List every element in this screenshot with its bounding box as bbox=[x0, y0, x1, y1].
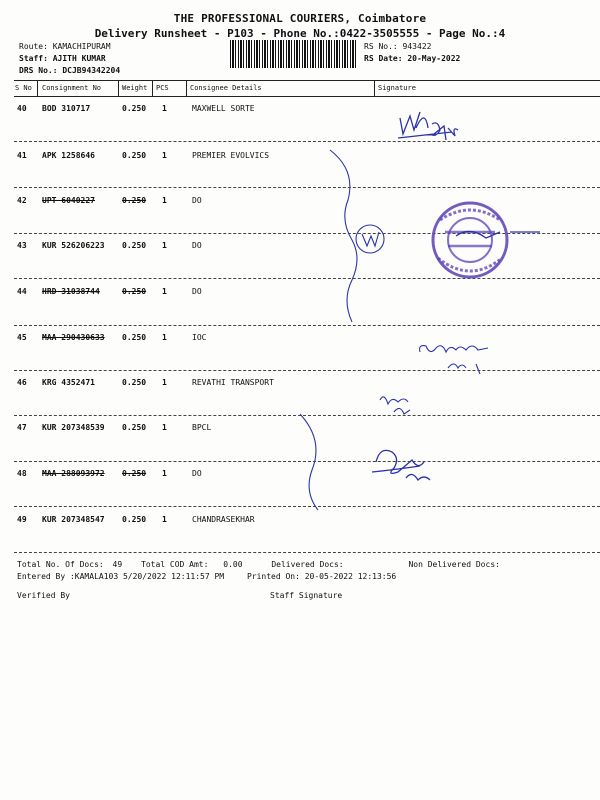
row-sno: 42 bbox=[17, 196, 27, 205]
row-consignment: KUR 207348547 bbox=[42, 515, 105, 524]
row-sno: 47 bbox=[17, 423, 27, 432]
row-consignment: KUR 526206223 bbox=[42, 241, 105, 250]
col-pcs: PCS bbox=[156, 84, 169, 92]
drs-label: DRS No.: bbox=[19, 66, 58, 75]
col-consignment: Consignment No bbox=[42, 84, 102, 92]
printed-on: Printed On: 20-05-2022 12:13:56 bbox=[246, 572, 397, 581]
rs-no-value: 943422 bbox=[402, 42, 432, 51]
row-sno: 49 bbox=[17, 515, 27, 524]
row-consignment: APK 1258646 bbox=[42, 151, 95, 160]
row-consignment: BOD 310717 bbox=[42, 104, 91, 113]
row-weight: 0.250 bbox=[122, 287, 147, 296]
row-consignee: DO bbox=[192, 196, 202, 205]
row-weight: 0.250 bbox=[122, 241, 147, 250]
non-delivered-label: Non Delivered Docs: bbox=[408, 560, 500, 569]
row-consignment: MAA 288093972 bbox=[42, 469, 105, 478]
row-sno: 43 bbox=[17, 241, 27, 250]
total-cod-label: Total COD Amt: bbox=[141, 560, 209, 569]
route-value: KAMACHIPURAM bbox=[52, 42, 111, 51]
row-pcs: 1 bbox=[162, 241, 167, 250]
row-consignee: REVATHI TRANSPORT bbox=[192, 378, 274, 387]
signature-row-46 bbox=[380, 397, 410, 414]
total-cod-value: 0.00 bbox=[223, 560, 243, 569]
row-pcs: 1 bbox=[162, 469, 167, 478]
ink-line-lower bbox=[300, 414, 318, 510]
entered-by: Entered By :KAMALA103 5/20/2022 12:11:57 PM bbox=[17, 572, 225, 581]
row-pcs: 1 bbox=[162, 378, 167, 387]
row-consignee: DO bbox=[192, 287, 202, 296]
rs-no-label: RS No.: bbox=[364, 42, 398, 51]
staff-label: Staff: bbox=[19, 54, 48, 63]
delivered-label: Delivered Docs: bbox=[271, 560, 344, 569]
col-consignee: Consignee Details bbox=[190, 84, 262, 92]
staff-value: AJITH KUMAR bbox=[52, 54, 106, 63]
circled-initial-mark bbox=[362, 232, 379, 246]
signature-row-40 bbox=[398, 112, 458, 140]
row-consignment: HRD 31038744 bbox=[42, 287, 100, 296]
row-pcs: 1 bbox=[162, 196, 167, 205]
row-weight: 0.250 bbox=[122, 469, 147, 478]
signature-row-45 bbox=[420, 346, 488, 374]
ink-line-upper bbox=[330, 150, 357, 322]
row-pcs: 1 bbox=[162, 515, 167, 524]
staff-signature-label: Staff Signature bbox=[270, 591, 343, 600]
row-sno: 41 bbox=[17, 151, 27, 160]
row-pcs: 1 bbox=[162, 104, 167, 113]
row-pcs: 1 bbox=[162, 333, 167, 342]
row-sno: 48 bbox=[17, 469, 27, 478]
row-sno: 44 bbox=[17, 287, 27, 296]
row-consignment: MAA 290430633 bbox=[42, 333, 105, 342]
row-weight: 0.250 bbox=[122, 515, 147, 524]
rs-date-label: RS Date: bbox=[364, 54, 403, 63]
col-weight: Weight bbox=[122, 84, 148, 92]
row-weight: 0.250 bbox=[122, 196, 147, 205]
row-sno: 45 bbox=[17, 333, 27, 342]
total-docs-label: Total No. Of Docs: bbox=[17, 560, 104, 569]
signature-row-48 bbox=[372, 450, 430, 480]
company-stamp bbox=[433, 203, 540, 277]
row-pcs: 1 bbox=[162, 287, 167, 296]
row-sno: 46 bbox=[17, 378, 27, 387]
row-consignee: BPCL bbox=[192, 423, 212, 432]
row-consignment: KRG 4352471 bbox=[42, 378, 95, 387]
row-weight: 0.250 bbox=[122, 104, 147, 113]
runsheet-title: Delivery Runsheet - P103 - Phone No.:0422-3505555 - Page No.:4 bbox=[94, 27, 506, 40]
row-consignee: MAXWELL SORTE bbox=[192, 104, 255, 113]
row-consignee: DO bbox=[192, 241, 202, 250]
row-sno: 40 bbox=[17, 104, 27, 113]
row-weight: 0.250 bbox=[122, 333, 147, 342]
verified-by: Verified By bbox=[17, 591, 70, 600]
col-sno: S No bbox=[15, 84, 32, 92]
row-pcs: 1 bbox=[162, 151, 167, 160]
row-consignment: KUR 207348539 bbox=[42, 423, 105, 432]
row-consignment: UPT 6040227 bbox=[42, 196, 95, 205]
row-consignee: CHANDRASEKHAR bbox=[192, 515, 255, 524]
row-consignee: DO bbox=[192, 469, 202, 478]
row-consignee: IOC bbox=[192, 333, 207, 342]
row-consignee: PREMIER EVOLVICS bbox=[192, 151, 270, 160]
row-pcs: 1 bbox=[162, 423, 167, 432]
company-header: THE PROFESSIONAL COURIERS, Coimbatore bbox=[173, 12, 427, 25]
total-docs-value: 49 bbox=[112, 560, 123, 569]
route-label: Route: bbox=[19, 42, 48, 51]
col-signature: Signature bbox=[378, 84, 416, 92]
rs-date-value: 20-May-2022 bbox=[407, 54, 461, 63]
row-weight: 0.250 bbox=[122, 378, 147, 387]
drs-value: DCJB94342204 bbox=[62, 66, 121, 75]
row-weight: 0.250 bbox=[122, 151, 147, 160]
row-weight: 0.250 bbox=[122, 423, 147, 432]
